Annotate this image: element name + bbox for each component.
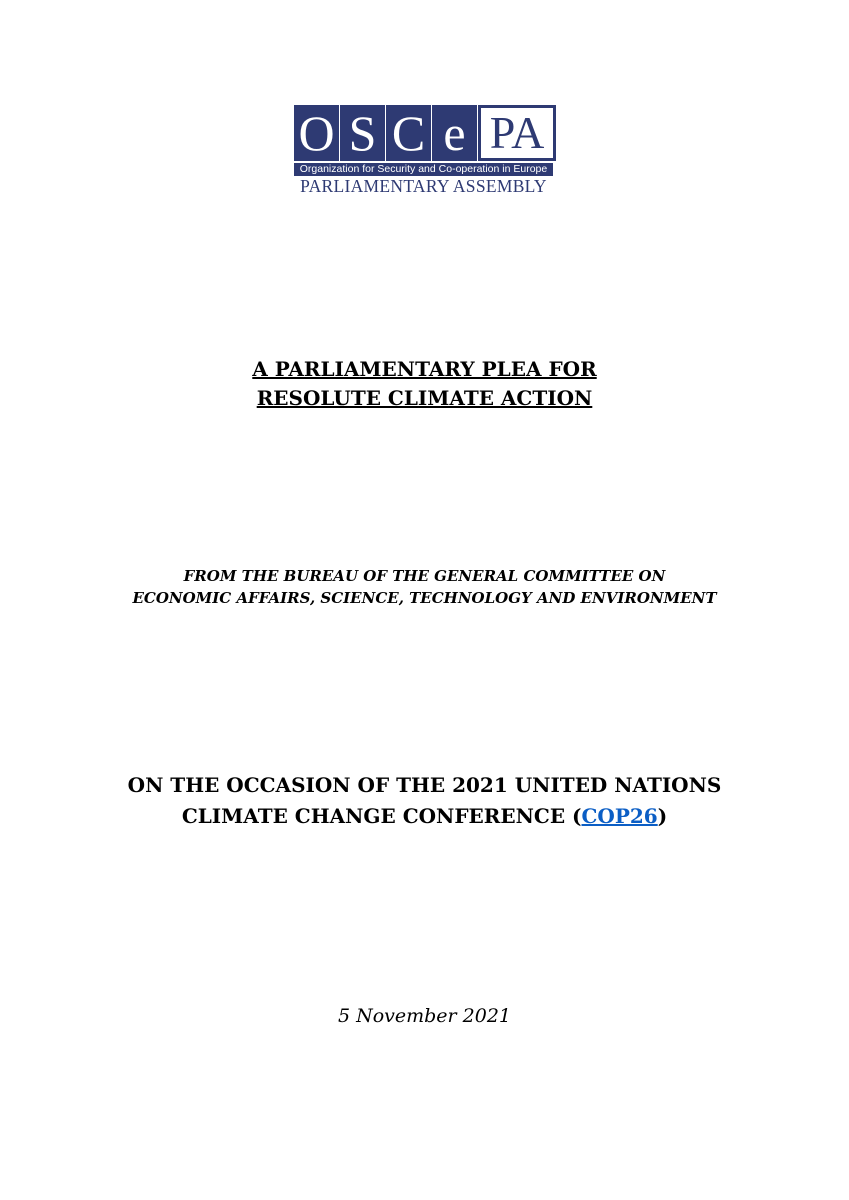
occasion-heading	[0, 770, 849, 832]
document-title	[0, 355, 849, 413]
osce-pa-logo	[294, 105, 556, 195]
logo-assembly-line: PARLIAMENTARY ASSEMBLY	[300, 176, 547, 196]
title-line-1: A PARLIAMENTARY PLEA FOR	[252, 357, 597, 381]
logo-pa: PA	[478, 105, 556, 161]
subtitle-line-1: FROM THE BUREAU OF THE GENERAL COMMITTEE ON	[183, 567, 666, 585]
title-line-2: RESOLUTE CLIMATE ACTION	[256, 386, 593, 410]
logo-org-line: Organization for Security and Co-operation in Europe	[294, 163, 553, 176]
logo-letter-o: O	[294, 105, 339, 161]
logo-letter-e: e	[432, 105, 477, 161]
occasion-line-2-suffix: )	[657, 804, 668, 828]
document-subtitle	[0, 565, 849, 609]
logo-letter-c: C	[386, 105, 431, 161]
logo-letter-row	[294, 105, 556, 161]
occasion-line-2-prefix: CLIMATE CHANGE CONFERENCE (	[181, 804, 582, 828]
occasion-line-2	[0, 801, 849, 832]
subtitle-line-2: ECONOMIC AFFAIRS, SCIENCE, TECHNOLOGY AND ENVIRONMENT	[132, 589, 717, 607]
cop26-link[interactable]: COP26	[581, 804, 658, 828]
occasion-line-1: ON THE OCCASION OF THE 2021 UNITED NATIONS	[127, 773, 722, 797]
document-date: 5 November 2021	[337, 1005, 512, 1027]
logo-letter-s: S	[340, 105, 385, 161]
